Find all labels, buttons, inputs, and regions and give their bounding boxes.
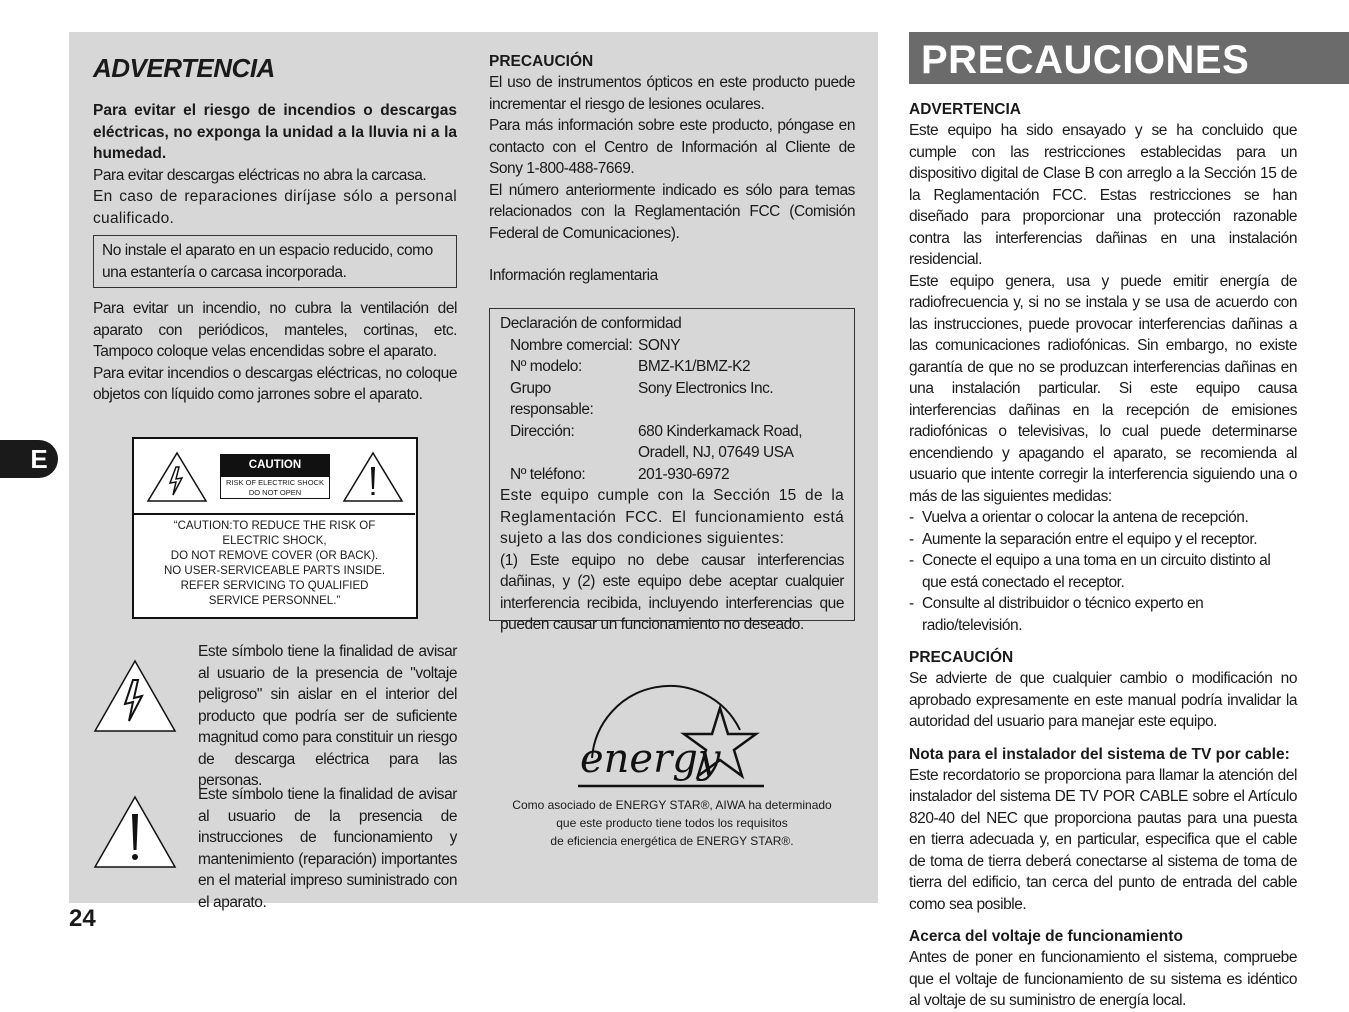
symbol1-text: Este símbolo tiene la finalidad de avisar al usuario de la presencia de "voltaje peligroso" sin aislar en el interior del producto que podría ser de suficiente magnitud como para constituir un riesgo de descarga eléctrica para las personas. [198,643,457,789]
caution-line: ELECTRIC SHOCK, [222,535,327,547]
row-value: SONY [638,336,681,354]
caution-sub-line: RISK OF ELECTRIC SHOCK [226,478,324,487]
energy-star-logo [570,680,770,790]
cable-heading: Nota para el instalador del sistema de TV por cable: [909,745,1290,763]
row-key: Nº teléfono: [510,465,586,483]
measures-list [909,507,1297,636]
exclamation-triangle-icon [92,794,178,870]
declaration-title: Declaración de conformidad [500,315,682,332]
declaration-row [500,356,844,378]
caution-sub-line: DO NOT OPEN [248,488,302,497]
declaration-row [500,378,844,421]
paragraph: Este recordatorio se proporciona para llamar la atención del instalador del sistema DE TV POR CABLE sobre el Artículo 820-40 del NEC que proporciona pautas para una puesta en tierra adecuada y, en particular, especifica que el cable de toma de tierra deberá conectarse al sistema de toma de tierra del edificio, tan cerca del punto de entrada del cable como sea posible. [909,766,1297,913]
list-item: - Vuelva a orientar o colocar la antena de recepción. [909,507,1297,529]
precaucion-heading: PRECAUCIÓN [489,53,594,70]
paragraph: Este equipo genera, usa y puede emitir energía de radiofrecuencia y, si no se instala y se usa de acuerdo con las instrucciones, puede provocar interferencias dañinas a las comunicaciones radiofónicas. Sin embargo, no existe garantía de que no se produzcan interferencias dañinas en una instalación particular. Si este equipo causa interferencias dañinas en la recepción de emisiones radiofónicas o televisivas, lo cual puede determinarse encendiendo y apagando el aparato, se recomienda al usuario que intente corregir la interferencia siguiendo una o más de las siguientes medidas: [909,272,1297,505]
caution-top [134,439,415,515]
lightning-warning-icon [146,451,208,503]
page-number: 24 [69,905,96,932]
energy-caption [489,796,855,850]
paragraph: Para evitar descargas eléctricas no abra la carcasa. [93,166,427,184]
voltage-heading: Acerca del voltaje de funcionamiento [909,928,1183,945]
paragraph: Se advierte de que cualquier cambio o modificación no aprobado expresamente en este manual podría invalidar la autoridad del usuario para manejar este equipo. [909,670,1297,730]
advertencia-heading: ADVERTENCIA [93,53,275,83]
caution-line: DO NOT REMOVE COVER (OR BACK). [170,550,379,562]
list-item: - Conecte el equipo a una toma en un circuito distinto al que está conectado el receptor. [909,550,1297,593]
paragraph: Información reglamentaria [489,267,658,284]
energy-caption-line: de eficiencia energética de ENERGY STAR®. [550,834,794,848]
caution-label-box [132,437,418,619]
advertencia-heading: ADVERTENCIA [909,101,1021,118]
row-value: 680 Kinderkamack Road, Oradell, NJ, 07649 USA [638,422,803,461]
row-key: Grupo responsable: [510,379,594,418]
caution-sub [220,476,330,499]
paragraph: En caso de reparaciones diríjase sólo a personal cualificado. [93,188,457,227]
declaration-box [489,308,855,633]
caution-line: SERVICE PERSONNEL.” [208,595,341,607]
precaucion-heading: PRECAUCIÓN [909,649,1014,666]
middle-column [489,52,855,287]
declaration-row [500,464,844,486]
row-key: Nombre comercial: [510,336,633,354]
bold-warning: Para evitar el riesgo de incendios o descargas eléctricas, no exponga la unidad a la lluvia ni a la humedad. [93,102,457,162]
caution-text [134,519,415,609]
row-key: Dirección: [510,422,575,440]
caution-line: NO USER-SERVICEABLE PARTS INSIDE. [163,565,386,577]
paragraph: El uso de instrumentos ópticos en este producto puede incrementar el riesgo de lesiones oculares. [489,74,855,113]
row-value: Sony Electronics Inc. [638,379,774,397]
declaration-paragraph: Este equipo cumple con la Sección 15 de la Reglamentación FCC. El funcionamiento está sujeto a las dos condiciones siguientes: [500,487,844,547]
energy-caption-line: Como asociado de ENERGY STAR®, AIWA ha determinado [512,798,832,812]
paragraph: Para más información sobre este producto, póngase en contacto con el Centro de Información al Cliente de Sony 1-800-488-7669. [489,117,855,177]
paragraph: Para evitar incendios o descargas eléctricas, no coloque objetos con líquido como jarrones sobre el aparato. [93,364,457,403]
list-item: - Consulte al distribuidor o técnico experto en radio/televisión. [909,593,1297,636]
caution-line: “CAUTION:TO REDUCE THE RISK OF [173,520,376,532]
paragraph: El número anteriormente indicado es sólo para temas relacionados con la Reglamentación FCC (Comisión Federal de Comunicaciones). [489,181,855,242]
paragraph: Este equipo ha sido ensayado y se ha concluido que cumple con las restricciones establecidas para un dispositivo digital de Clase B con arreglo a la Sección 15 de la Reglamentación FCC. Estas restricciones se han diseñado para proporcionar una protección razonable contra las interferencias dañinas en una instalación residencial. [909,122,1297,268]
energy-logo-text: energy [580,736,721,782]
row-value: BMZ-K1/BMZ-K2 [638,358,751,375]
right-column [909,100,1297,1012]
paragraph: Antes de poner en funcionamiento el sistema, compruebe que el voltaje de funcionamiento de su sistema es idéntico al voltaje de su suministro de energía local. [909,949,1297,1009]
exclamation-warning-icon [342,451,404,503]
language-tab: E [0,440,58,478]
boxed-note-text: No instale el aparato en un espacio reducido, como una estantería o carcasa incorporada. [102,242,433,281]
paragraph: Para evitar un incendio, no cubra la ventilación del aparato con periódicos, manteles, cortinas, etc. Tampoco coloque velas encendidas sobre el aparato. [93,300,457,360]
declaration-row [500,421,844,464]
row-key: Nº modelo: [510,358,582,375]
caution-label: CAUTION [220,454,330,476]
list-item: - Aumente la separación entre el equipo y el receptor. [909,529,1297,551]
left-column [93,52,457,406]
declaration-row [500,335,844,357]
energy-caption-line: que este producto tiene todos los requisitos [556,816,788,830]
boxed-note [93,235,457,288]
row-value: 201-930-6972 [638,465,730,483]
page-title: PRECAUCIONES [909,32,1349,84]
declaration-paragraph: (1) Este equipo no debe causar interferencias dañinas, y (2) este equipo debe aceptar cualquier interferencia recibida, incluyendo interferencias que pueden causar un funcionamiento no deseado. [500,551,844,633]
caution-line: REFER SERVICING TO QUALIFIED [180,580,369,592]
lightning-triangle-icon [92,658,178,734]
symbol2-text: Este símbolo tiene la finalidad de avisar al usuario de la presencia de instrucciones de funcionamiento y mantenimiento (reparación) importantes en el material impreso suministrado con el aparato. [198,786,457,911]
